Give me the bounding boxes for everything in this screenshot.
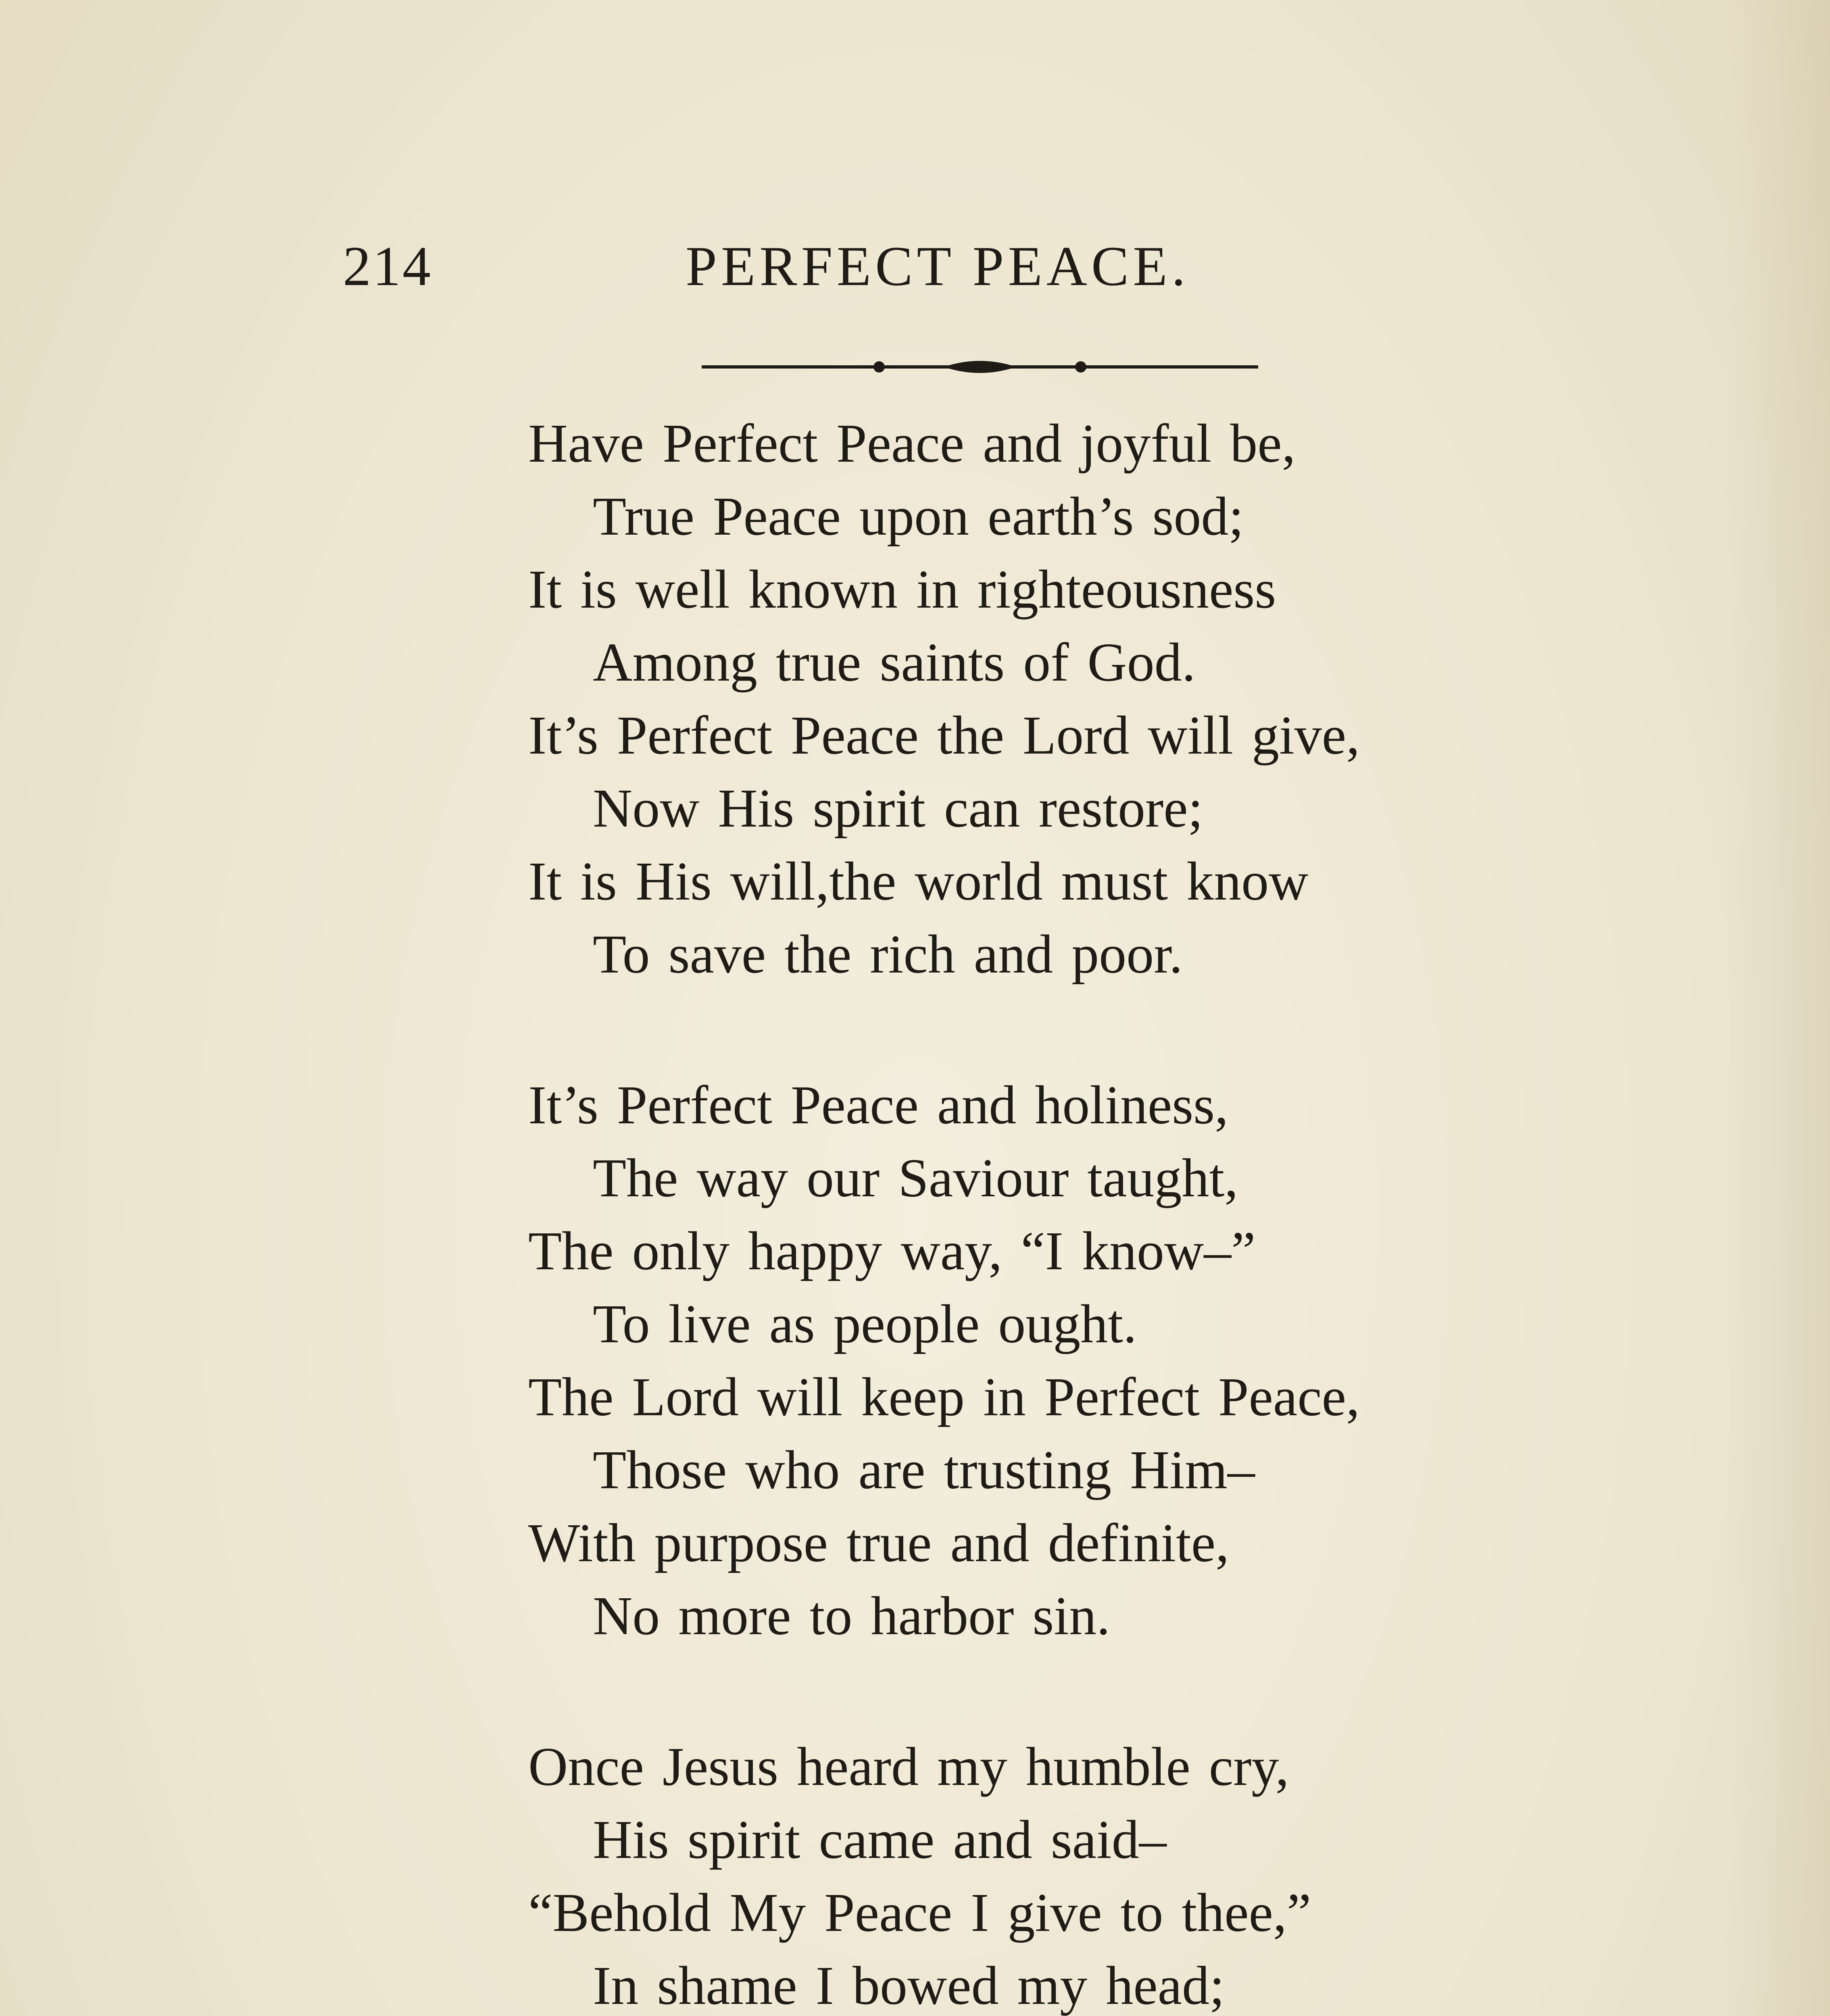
page-number: 214 <box>343 235 432 298</box>
stanza-2 <box>528 1069 1617 1653</box>
poem-line: It is well known in righteousness <box>528 559 1276 620</box>
poem-line: Have Perfect Peace and joyful be, <box>528 413 1296 474</box>
poem-line: His spirit came and said– <box>593 1810 1167 1870</box>
poem-line: The way our Saviour taught, <box>593 1148 1238 1208</box>
poem <box>528 407 1617 2016</box>
poem-line: Once Jesus heard my humble cry, <box>528 1737 1289 1797</box>
poem-line: The Lord will keep in Perfect Peace, <box>528 1367 1360 1427</box>
poem-line: In shame I bowed my head; <box>593 1956 1225 2016</box>
poem-line: It’s Perfect Peace the Lord will give, <box>528 705 1360 766</box>
page-edge-shadow <box>1725 0 1830 2016</box>
poem-line: Among true saints of God. <box>593 632 1196 693</box>
poem-line: To save the rich and poor. <box>593 924 1183 985</box>
poem-line: The only happy way, “I know–” <box>528 1221 1256 1281</box>
poem-line: It’s Perfect Peace and holiness, <box>528 1075 1229 1135</box>
poem-line: It is His will,the world must know <box>528 851 1309 912</box>
stanza-3 <box>528 1731 1617 2016</box>
poem-line: To live as people ought. <box>593 1294 1137 1354</box>
poem-line: Those who are trusting Him– <box>593 1440 1255 1500</box>
poem-line: True Peace upon earth’s sod; <box>593 486 1244 547</box>
poem-line: Now His spirit can restore; <box>593 778 1203 839</box>
poem-line: With purpose true and definite, <box>528 1513 1230 1573</box>
poem-line: No more to harbor sin. <box>593 1586 1111 1646</box>
ornament-divider <box>702 355 1258 379</box>
poem-line: “Behold My Peace I give to thee,” <box>528 1883 1311 1943</box>
stanza-1 <box>528 407 1617 991</box>
page-header <box>343 210 1432 298</box>
running-head: PERFECT PEACE. <box>686 235 1190 298</box>
